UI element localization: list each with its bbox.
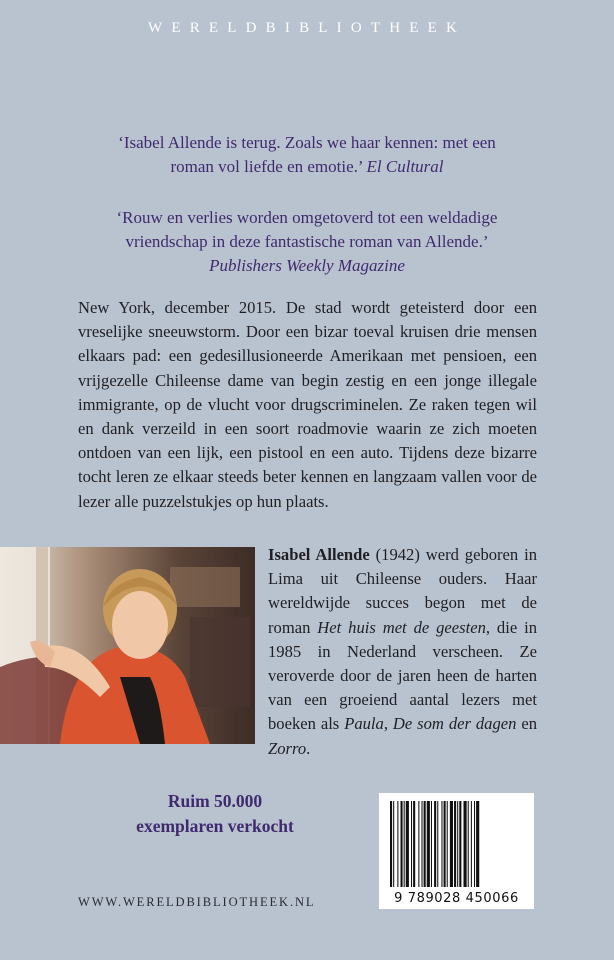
quote-source: Publishers Weekly Magazine — [209, 256, 405, 275]
sales-line: exemplaren verkocht — [136, 816, 294, 836]
barcode-bar — [397, 801, 398, 887]
book-title: De som der dagen — [392, 714, 517, 734]
quote-source: El Cultural — [366, 157, 444, 176]
barcode-bar — [401, 801, 403, 887]
publisher-website: WWW.WERELDBIBLIOTHEEK.NL — [78, 895, 316, 909]
isbn-barcode — [379, 793, 534, 909]
barcode-bar — [418, 801, 419, 887]
sales-line: Ruim 50.000 — [167, 791, 263, 811]
barcode-bar — [393, 801, 394, 887]
book-title: Zorro — [268, 738, 307, 758]
bio-text: Isabel Allende (1942) werd geboren in Lima uit Chileense ouders. Haar wereldwijde succes begon met de roman Het huis met de geesten, die in 1985 in Nederland verscheen. Ze veroverde door de jaren heen de harten van een groeiend aantal lezers met boeken als Paula, De som der dagen en Zorro. — [268, 545, 538, 758]
barcode-bar — [459, 801, 461, 887]
barcode-bar — [457, 801, 458, 887]
author-bio — [268, 543, 537, 761]
blurb-text: New York, december 2015. De stad wordt geteisterd door een vreselijke sneeuwstorm. Door een bizar toeval kruisen drie mensen elkaars pad: een gedesillusioneerde Amerikaan met pensioen, een vrijgezelle Chileense dame van begin zestig en een jonge illegale immigrante, op de vlucht voor drugscriminelen. Ze raken tegen wil en dank verzeild in een soort roadmovie waarin ze zich moeten ontdoen van een lijk, een pistool en een auto. Tijdens deze bizarre tocht leren ze elkaar steeds beter kennen en langzaam vallen voor de lezer alle puzzelstukjes op hun plaats. — [78, 298, 537, 511]
barcode-bar — [454, 801, 456, 887]
barcode-bar — [464, 801, 467, 887]
barcode-bar — [424, 801, 426, 887]
barcode-number: 9 789028 450066 — [394, 891, 519, 906]
barcode-bar — [406, 801, 409, 887]
quote-line: ‘Isabel Allende is terug. Zoals we haar kennen: met een — [118, 133, 496, 152]
barcode-bar — [468, 801, 469, 887]
barcode-bar — [474, 801, 475, 887]
barcode-bars — [379, 793, 534, 893]
barcode-bar — [427, 801, 430, 887]
barcode-bar — [413, 801, 415, 887]
barcode-bar — [447, 801, 448, 887]
quote-line: roman vol liefde en emotie.’ El Cultural — [170, 157, 444, 176]
review-quote-2 — [0, 206, 614, 278]
barcode-bar — [411, 801, 412, 887]
quote-line: ‘Rouw en verlies worden omgetoverd tot een weldadige — [116, 208, 498, 227]
author-photo — [0, 547, 255, 744]
barcode-bar — [390, 801, 392, 887]
barcode-bar — [471, 801, 472, 887]
book-title: Het huis met de geesten — [317, 617, 486, 637]
sales-claim — [120, 789, 310, 839]
barcode-bar — [434, 801, 436, 887]
barcode-bar — [404, 801, 405, 887]
author-name: Isabel Allende — [268, 545, 370, 564]
barcode-bar — [444, 801, 446, 887]
publisher-name-top: WERELDBIBLIOTHEEK — [147, 20, 467, 36]
barcode-bar — [441, 801, 442, 887]
review-quote-1 — [0, 131, 614, 179]
quote-line: vriendschap in deze fantastische roman van Allende.’ — [125, 232, 489, 251]
barcode-bar — [431, 801, 432, 887]
barcode-bar — [476, 801, 479, 887]
book-title: Paula — [344, 714, 384, 734]
barcode-bar — [450, 801, 453, 887]
barcode-bar — [422, 801, 423, 887]
barcode-bar — [437, 801, 438, 887]
book-blurb — [78, 296, 537, 514]
